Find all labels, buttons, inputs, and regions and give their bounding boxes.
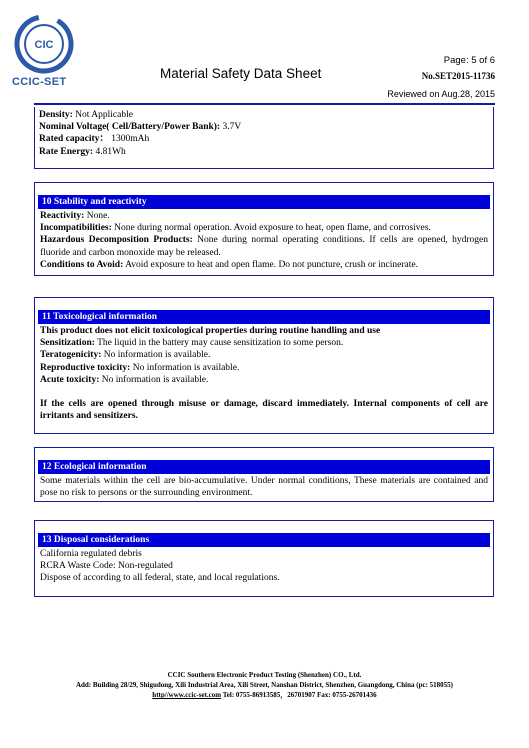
disposal-warning xyxy=(40,398,488,422)
section-10-heading: 10 Stability and reactivity xyxy=(38,195,490,209)
disposal-warning-text: If the cells are opened through misuse or damage, discard immediately. Internal components of cell are irritants and sensitizers. xyxy=(40,399,488,422)
teratogenicity-line xyxy=(40,349,488,361)
footer-phone-fax: Tel: 0755-86913585，26701907 Fax: 0755-26701436 xyxy=(221,691,377,699)
page-number: Page: 5 of 6 xyxy=(443,55,495,66)
acute-toxicity-line xyxy=(40,374,488,386)
footer-website-link[interactable]: http//www.ccic-set.com xyxy=(152,691,222,699)
incompatibilities-label: Incompatibilities: xyxy=(40,223,112,234)
voltage-line xyxy=(39,121,489,133)
ecological-text: Some materials within the cell are bio-accumulative. Under normal conditions, These materials are contained and pose no risk to persons or the surrounding environment. xyxy=(40,476,488,499)
disposal-line-3: Dispose of according to all federal, state, and local regulations. xyxy=(40,573,280,584)
section-ecological xyxy=(34,447,494,502)
incompatibilities-value: None during normal operation. Avoid exposure to heat, open flame, and corrosives. xyxy=(111,223,431,234)
sensitization-line xyxy=(40,337,488,349)
section-disposal xyxy=(34,520,494,597)
conditions-value: Avoid exposure to heat and open flame. Do not puncture, crush or incinerate. xyxy=(123,259,418,270)
section-physical-properties xyxy=(34,107,494,169)
sensitization-label: Sensitization: xyxy=(40,338,95,349)
logo-text: CCIC-SET xyxy=(12,76,67,88)
capacity-value: 1300mAh xyxy=(108,134,150,145)
section-11-heading: 11 Toxicological information xyxy=(38,310,490,324)
reviewed-date: Reviewed on Aug.28, 2015 xyxy=(387,89,495,99)
section-12-heading: 12 Ecological information xyxy=(38,460,490,474)
reactivity-label: Reactivity: xyxy=(40,211,85,221)
reproductive-value: No information is available. xyxy=(130,362,240,373)
report-number: No.SET2015-11736 xyxy=(421,71,495,81)
reproductive-label: Reproductive toxicity: xyxy=(40,362,131,373)
decomposition-label: Hazardous Decomposition Products: xyxy=(40,235,193,246)
toxicology-intro-text: This product does not elicit toxicological properties during routine handling and use xyxy=(40,326,381,336)
ccic-logo-icon xyxy=(14,14,74,74)
decomposition-value: None during normal operating conditions. If cells are opened, hydrogen fluoride and carbon monoxide may be released. xyxy=(40,235,488,258)
footer-contact xyxy=(0,690,529,700)
conditions-label: Conditions to Avoid: xyxy=(40,259,124,270)
energy-label: Rate Energy: xyxy=(39,146,94,157)
teratogenicity-label: Teratogenicity: xyxy=(40,350,102,361)
incompatibilities-line xyxy=(40,222,488,234)
density-value: Not Applicable xyxy=(72,110,133,120)
footer-company: CCIC Southern Electronic Product Testing (Shenzhen) CO., Ltd. xyxy=(167,671,362,679)
toxicology-intro xyxy=(40,325,488,337)
section-13-heading: 13 Disposal considerations xyxy=(38,533,490,547)
capacity-label: Rated capacity： xyxy=(39,134,109,145)
header-divider xyxy=(34,103,495,105)
reactivity-value: None. xyxy=(84,211,110,221)
acute-toxicity-value: No information is available. xyxy=(99,374,209,385)
density-line xyxy=(39,109,489,121)
acute-toxicity-label: Acute toxicity: xyxy=(40,374,100,385)
reproductive-line xyxy=(40,362,488,374)
decomposition-line xyxy=(40,234,488,258)
capacity-line xyxy=(39,133,489,145)
footer xyxy=(0,670,529,700)
disposal-line-2: RCRA Waste Code: Non-regulated xyxy=(40,561,173,572)
sensitization-value: The liquid in the battery may cause sensitization to some person. xyxy=(94,338,344,349)
section-stability-reactivity xyxy=(34,182,494,276)
section-toxicological xyxy=(34,297,494,434)
voltage-label: Nominal Voltage( Cell/Battery/Power Bank): xyxy=(39,122,221,133)
logo-mark: CIC xyxy=(34,39,54,51)
document-title: Material Safety Data Sheet xyxy=(160,66,322,81)
disposal-line-1: California regulated debris xyxy=(40,549,142,559)
density-label: Density: xyxy=(39,110,73,120)
teratogenicity-value: No information is available. xyxy=(101,350,211,361)
reactivity-line xyxy=(40,210,488,222)
voltage-value: 3.7V xyxy=(220,122,242,133)
footer-address: Add: Building 28/29, Shigudong, Xili Industrial Area, Xili Street, Nanshan District, Shenzhen, Guangdong, China (pc: 518055) xyxy=(75,681,454,689)
conditions-line xyxy=(40,259,488,271)
energy-value: 4.81Wh xyxy=(93,146,126,157)
energy-line xyxy=(39,146,489,158)
